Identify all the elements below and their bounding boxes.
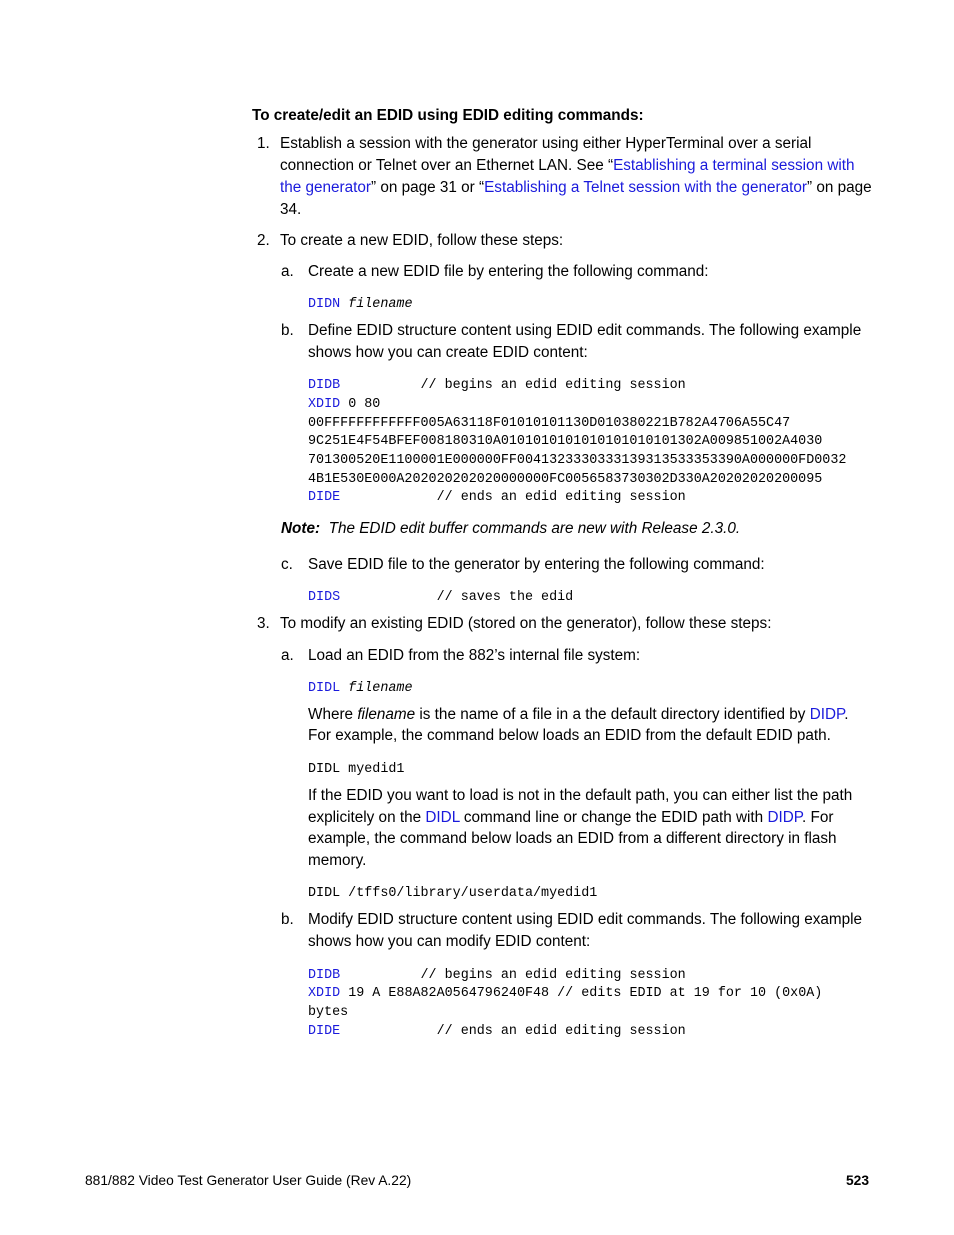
command-xdid: XDID [308, 986, 341, 1001]
text-segment: is the name of a file in a the default directory identified by [415, 706, 810, 723]
step3b-line1: Modify EDID structure content using EDID edit commands. The following example [308, 911, 863, 928]
code-comment: // ends an edid editing session [340, 490, 686, 505]
command-didn: DIDN [308, 297, 341, 312]
code-comment: // saves the edid [340, 590, 574, 605]
text-italic: filename [357, 706, 416, 723]
step1-line1: Establish a session with the generator using either HyperTerminal over a serial [280, 135, 812, 152]
step2b-line1: Define EDID structure content using EDID edit commands. The following example [308, 322, 862, 339]
code-hex-line: 4B1E530E000A202020202020000000FC0056583730302D330A20202020200095 [308, 472, 823, 487]
substep-letter: a. [281, 263, 294, 280]
code-line [308, 488, 686, 507]
step3a-text: Load an EDID from the 882’s internal file system: [308, 647, 641, 664]
didp-link[interactable]: DIDP [767, 809, 803, 826]
note-text: The EDID edit buffer commands are new with Release 2.3.0. [328, 520, 741, 537]
step2a-text: Create a new EDID file by entering the following command: [308, 263, 709, 280]
code-line [308, 376, 686, 395]
code-example: DIDL /tffs0/library/userdata/myedid1 [308, 886, 598, 901]
telnet-session-link[interactable]: Establishing a Telnet session with the generator [484, 179, 807, 196]
substep-letter: b. [281, 911, 294, 928]
step-number: 1. [257, 135, 270, 152]
step3a-para2-line1: If the EDID you want to load is not in the default path, you can either list the path [308, 787, 853, 804]
step-number: 2. [257, 232, 270, 249]
step-number: 3. [257, 615, 270, 632]
command-xdid: XDID [308, 397, 341, 412]
step3a-para1-line1 [308, 704, 849, 726]
text-segment: ” on page [806, 179, 872, 196]
step3a-para2-line3: example, the command below loads an EDID from a different directory in flash [308, 830, 837, 847]
step3a-para2-line4: memory. [308, 852, 367, 869]
step3-text: To modify an existing EDID (stored on the generator), follow these steps: [280, 615, 772, 632]
command-didb: DIDB [308, 968, 341, 983]
note-label: Note: [281, 520, 321, 537]
step2b-line2: shows how you can create EDID content: [308, 344, 588, 361]
step3a-para1-line2: For example, the command below loads an EDID from the default EDID path. [308, 727, 831, 744]
didp-link[interactable]: DIDP [809, 706, 845, 723]
code-comment: // ends an edid editing session [340, 1024, 686, 1039]
command-didl: DIDL [308, 681, 341, 696]
command-dide: DIDE [308, 490, 341, 505]
command-arg: filename [340, 297, 413, 312]
command-dide: DIDE [308, 1024, 341, 1039]
text-segment: Where [308, 706, 358, 723]
code-line [308, 984, 822, 1003]
step1-line4: 34. [280, 201, 302, 218]
code-args: 19 A E88A82A0564796240F48 // edits EDID at 19 for 10 (0x0A) [340, 986, 823, 1001]
substep-letter: c. [281, 556, 293, 573]
section-heading: To create/edit an EDID using EDID editing commands: [252, 107, 644, 124]
code-hex-line: 701300520E1100001E000000FF0041323330333139313533353390A000000FD0032 [308, 453, 847, 468]
code-didn [308, 295, 412, 314]
note [281, 518, 740, 540]
code-comment: // begins an edid editing session [340, 968, 686, 983]
command-arg: filename [340, 681, 413, 696]
code-line [308, 966, 686, 985]
code-didl [308, 679, 412, 698]
code-line: bytes [308, 1005, 349, 1020]
text-segment: ” on page 31 or “ [371, 179, 485, 196]
code-line [308, 395, 380, 414]
code-example: DIDL myedid1 [308, 762, 405, 777]
code-comment: // begins an edid editing session [340, 378, 686, 393]
text-segment: command line or change the EDID path with [459, 809, 768, 826]
step1-line2 [280, 155, 855, 177]
terminal-session-link[interactable]: Establishing a terminal session with [613, 157, 855, 174]
step3a-para2-line2 [308, 807, 833, 829]
footer-title: 881/882 Video Test Generator User Guide (Rev A.22) [85, 1173, 412, 1188]
step3b-line2: shows how you can modify EDID content: [308, 933, 591, 950]
command-didb: DIDB [308, 378, 341, 393]
substep-letter: a. [281, 647, 294, 664]
code-hex-line: 00FFFFFFFFFFFF005A63118F01010101130D010380221B782A4706A55C47 [308, 416, 791, 431]
page-number: 523 [846, 1173, 870, 1188]
code-hex-line: 9C251E4F54BFEF008180310A0101010101010101010101302A009851002A4030 [308, 434, 823, 449]
terminal-session-link-cont[interactable]: the generator [280, 179, 371, 196]
text-segment: explicitely on the [308, 809, 426, 826]
text-segment: connection or Telnet over an Ethernet LAN. See “ [280, 157, 614, 174]
code-line [308, 1022, 686, 1041]
substep-letter: b. [281, 322, 294, 339]
step2-text: To create a new EDID, follow these steps: [280, 232, 564, 249]
didl-link[interactable]: DIDL [425, 809, 460, 826]
code-args: 0 80 [340, 397, 381, 412]
code-line [308, 588, 573, 607]
text-segment: . [844, 706, 849, 723]
step1-line3 [280, 177, 872, 199]
command-dids: DIDS [308, 590, 341, 605]
text-segment: . For [802, 809, 834, 826]
step2c-text: Save EDID file to the generator by entering the following command: [308, 556, 765, 573]
